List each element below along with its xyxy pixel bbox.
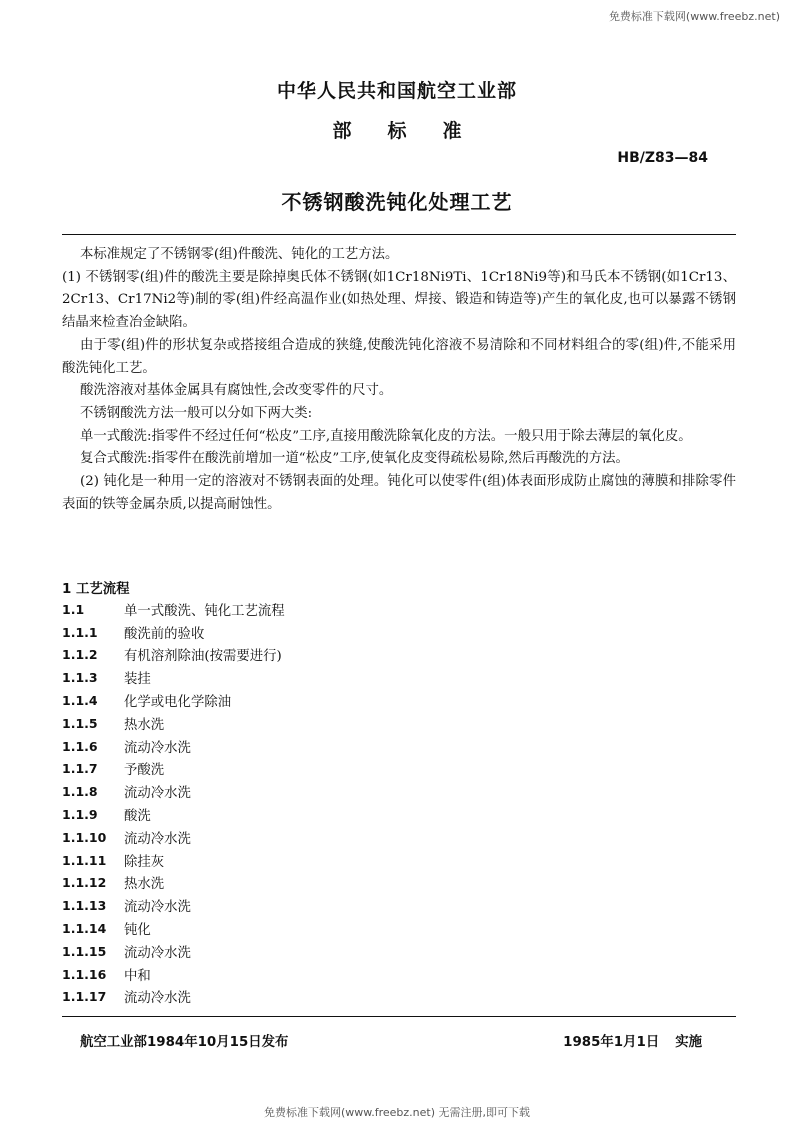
step-text: 流动冷水洗 bbox=[124, 945, 191, 961]
list-item bbox=[62, 872, 662, 895]
step-number: 1.1.17 bbox=[62, 989, 107, 1005]
step-text: 钝化 bbox=[124, 923, 151, 939]
step-text: 流动冷水洗 bbox=[124, 900, 191, 916]
step-text: 流动冷水洗 bbox=[124, 991, 191, 1007]
step-number: 1.1.5 bbox=[62, 715, 98, 731]
step-number: 1.1.3 bbox=[62, 670, 98, 686]
paragraph-scope: 本标准规定了不锈钢零(组)件酸洗、钝化的工艺方法。 bbox=[80, 247, 399, 262]
step-number: 1.1.1 bbox=[62, 624, 98, 640]
standard-number: HB/Z83—84 bbox=[617, 150, 708, 166]
step-number: 1.1.10 bbox=[62, 829, 107, 845]
list-item bbox=[62, 963, 662, 986]
effective-label: 实施 bbox=[675, 1035, 702, 1050]
list-item bbox=[62, 598, 662, 621]
list-item bbox=[62, 803, 662, 826]
paragraph-corrosion: 酸洗溶液对基体金属具有腐蚀性,会改变零件的尺寸。 bbox=[80, 383, 393, 399]
step-text: 除挂灰 bbox=[124, 854, 165, 870]
list-item bbox=[62, 712, 662, 735]
list-item bbox=[62, 758, 662, 781]
paragraph-single-pickling: 单一式酸洗:指零件不经过任何“松皮”工序,直接用酸洗除氧化皮的方法。一般只用于除去薄层的氧化皮。 bbox=[80, 428, 692, 444]
body-text bbox=[62, 244, 736, 516]
standard-type-heading: 部标准 bbox=[332, 120, 498, 142]
paragraph-restriction: 由于零(组)件的形状复杂或搭接组合造成的狭缝,使酸洗钝化溶液不易清除和不同材料组合的零(组)件,不能采用酸洗钝化工艺。 bbox=[62, 337, 736, 376]
step-text: 中和 bbox=[124, 968, 151, 984]
step-text: 有机溶剂除油(按需要进行) bbox=[124, 649, 282, 665]
top-rule bbox=[62, 234, 736, 235]
step-text: 化学或电化学除油 bbox=[124, 695, 232, 711]
paragraph-methods-intro: 不锈钢酸洗方法一般可以分如下两大类: bbox=[80, 405, 313, 421]
document-title: 不锈钢酸洗钝化处理工艺 bbox=[281, 190, 513, 214]
effective-date: 1985年1月1日 bbox=[563, 1035, 660, 1050]
step-number: 1.1.6 bbox=[62, 738, 98, 754]
step-text: 酸洗前的验收 bbox=[124, 626, 205, 642]
list-item bbox=[62, 826, 662, 849]
issue-statement: 航空工业部1984年10月15日发布 bbox=[80, 1035, 289, 1050]
paragraph-pickling-purpose: (1) 不锈钢零(组)件的酸洗主要是除掉奥氏体不锈钢(如1Cr18Ni9Ti、1Cr18Ni9等)和马氏本不锈钢(如1Cr13、2Cr13、Cr17Ni2等)制的零(组)件经高温作业(如热处理、焊接、锻造和铸造等)产生的氧化皮,也可以暴露不锈钢结晶来检查冶金缺陷。 bbox=[62, 269, 736, 331]
list-item bbox=[62, 689, 662, 712]
step-text: 装挂 bbox=[124, 672, 151, 688]
effective-statement bbox=[563, 1031, 702, 1050]
step-number: 1.1.8 bbox=[62, 784, 98, 800]
watermark-bottom: 免费标准下载网(www.freebz.net) 无需注册,即可下载 bbox=[263, 1106, 531, 1119]
list-item bbox=[62, 986, 662, 1009]
step-text: 单一式酸洗、钝化工艺流程 bbox=[124, 603, 285, 619]
step-text: 流动冷水洗 bbox=[124, 831, 191, 847]
bottom-rule bbox=[62, 1016, 736, 1017]
paragraph-compound-pickling: 复合式酸洗:指零件在酸洗前增加一道“松皮”工序,使氧化皮变得疏松易除,然后再酸洗的方法。 bbox=[80, 451, 629, 467]
list-item bbox=[62, 849, 662, 872]
list-item bbox=[62, 940, 662, 963]
step-number: 1.1.16 bbox=[62, 966, 107, 982]
step-text: 热水洗 bbox=[124, 877, 165, 893]
step-number: 1.1.13 bbox=[62, 898, 107, 914]
step-number: 1.1.12 bbox=[62, 875, 107, 891]
step-number: 1.1.15 bbox=[62, 943, 107, 959]
step-text: 流动冷水洗 bbox=[124, 786, 191, 802]
list-item bbox=[62, 666, 662, 689]
step-number: 1.1 bbox=[62, 601, 85, 617]
step-number: 1.1.11 bbox=[62, 852, 107, 868]
step-text: 热水洗 bbox=[124, 717, 165, 733]
step-text: 予酸洗 bbox=[124, 763, 165, 779]
step-number: 1.1.9 bbox=[62, 807, 98, 823]
step-number: 1.1.7 bbox=[62, 761, 98, 777]
step-text: 酸洗 bbox=[124, 809, 151, 825]
step-number: 1.1.14 bbox=[62, 921, 107, 937]
process-steps-list bbox=[62, 598, 662, 1008]
list-item bbox=[62, 917, 662, 940]
step-number: 1.1.2 bbox=[62, 647, 98, 663]
list-item bbox=[62, 735, 662, 758]
list-item bbox=[62, 894, 662, 917]
step-text: 流动冷水洗 bbox=[124, 740, 191, 756]
list-item bbox=[62, 644, 662, 667]
ministry-heading: 中华人民共和国航空工业部 bbox=[276, 80, 517, 102]
section-heading-process: 1 工艺流程 bbox=[62, 582, 130, 597]
list-item bbox=[62, 621, 662, 644]
watermark-top: 免费标准下载网(www.freebz.net) bbox=[608, 10, 780, 23]
paragraph-passivation: (2) 钝化是一种用一定的溶液对不锈钢表面的处理。钝化可以使零件(组)体表面形成防止腐蚀的薄膜和排除零件表面的铁等金属杂质,以提高耐蚀性。 bbox=[62, 474, 736, 512]
list-item bbox=[62, 780, 662, 803]
step-number: 1.1.4 bbox=[62, 693, 98, 709]
